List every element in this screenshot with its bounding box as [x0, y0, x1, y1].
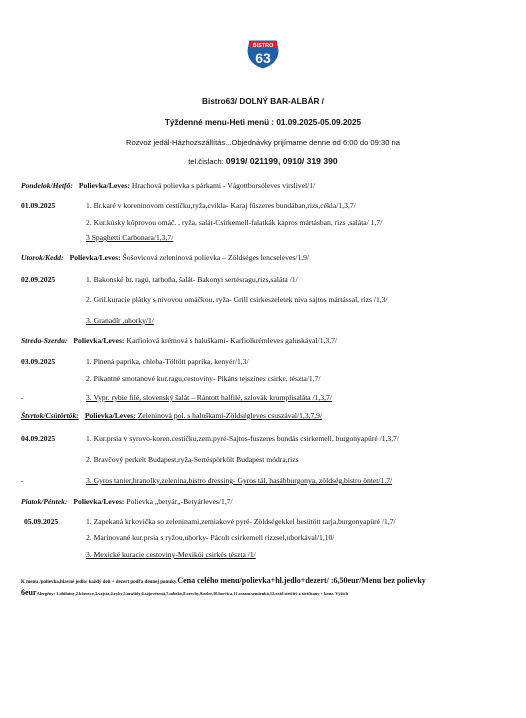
soup-text: Šošovicová zeleninová polievka – Zöldséges lencseleves/1,9/ — [122, 253, 309, 262]
soup-label: Polievka/Leves: — [84, 411, 136, 420]
day-header-tuesday — [21, 253, 309, 263]
menu-item: 1. Kur.prsia v syrovo-koren.cestíčku,zem.pyré-Sajtos-fuszeres bundás csirkemell, burgonyapüré /1,3,7/ — [86, 434, 400, 443]
soup-text: Hrachová polievka s párkami - Vágottborsóleves virslivel/1/ — [131, 181, 316, 190]
soup-label: Polievka/Leves: — [73, 497, 125, 506]
footer-price2: 6eur — [21, 588, 37, 597]
logo-text: BISTRO — [252, 43, 274, 49]
day-header-monday — [21, 181, 315, 191]
soup-text: Polievka „betyár„-Betyárleves/1,7/ — [126, 497, 233, 506]
menu-item: 1. Bakonské br. ragú, tarhoňa, šalát- Bakonyi sertésragu,rizs,saláta /1/ — [86, 275, 298, 284]
day-name: Utorok/Kedd: — [21, 253, 64, 262]
date-tuesday: 02.09.2025 — [21, 275, 56, 284]
menu-item: 3. Granadír ,uhorky/1/ — [86, 316, 154, 325]
footer-allergen-line — [21, 582, 348, 600]
bullet-mark: - — [21, 393, 24, 402]
menu-item: 2. Bravčový perkelt Budapest,ryža-Sertéspörkölt Budapest módra,rizs — [86, 455, 299, 464]
logo-number: 63 — [255, 50, 271, 66]
soup-label: Polievka/Leves: — [69, 253, 121, 262]
phone-numbers: 0919/ 021199, 0910/ 319 390 — [225, 156, 338, 166]
date-thursday: 04.09.2025 — [21, 434, 56, 443]
menu-item: 2. Marinované kur.prsia s ryžou,uhorky- Pácolt csirkemell rizzsel,uborkával/1,10/ — [86, 533, 335, 542]
footer-price-suffix: /Menu bez polievky — [359, 576, 426, 585]
footer-price-text: Cena celého menu/polievka+hl.jedlo+dezert/ : — [177, 576, 334, 585]
header-info: Rozvoz jedál-Házhozszállítás...Objednávky prijímame denne od 6:00 do 09:30 na — [126, 138, 400, 147]
menu-item: 3. Vypr. rybie filé, slovenský šalát – Rántott halfilé, szlovák krumplisaláta /1,3,7/ — [86, 393, 332, 402]
menu-item: 2. Kur.kúsky kôprovou omáč. , ryža, salát-Csirkemell-falatkák kapros mártásban, rizs ,saláta/ 1,7/ — [86, 218, 383, 227]
footer-allergens: Alergény: 1.obilniny,2.kôrovce,3.vajcia,4.ryby,5.arašidy,6.sójovézrná,7.mlieko,8.orechy,9.zeler,10.horčica,11.sezam.semienká,12.oxid siričitý a siričitany + konz. Výšich — [36, 591, 348, 596]
menu-item: 3. Gyros tanier,hranolky,zelenina,bistro dressing- Gyros tál, hasábburgonya, zöldség,bistro öntet/1,7/ — [86, 476, 393, 485]
day-name: Štvrtok/Csütörtök: — [21, 411, 79, 420]
menu-item: 1. Zapekaná krkovička so zeleninami,zemiakové pyré- Zöldségekkel besütött tarja,burgonyapüré /1,7/ — [86, 517, 396, 526]
day-header-friday — [21, 497, 233, 507]
soup-text: Karfiolová krémová s haluškami- Karfiolkrémleves galuskával/1,3,7/ — [126, 336, 338, 345]
menu-item: 3. Mexické kuracie cestoviny-Mexikói csirkés tészta /1/ — [86, 550, 256, 559]
soup-label: Polievka/Leves: — [78, 181, 130, 190]
soup-text: Zeleninová pol. s haluškami-Zöldségleves csuszával/1,3,7,9/ — [137, 411, 323, 420]
bullet-mark: - — [21, 476, 24, 485]
menu-item: 1. Plnená paprika, chleba-Töltött paprika, kenyér/1,3/ — [86, 357, 249, 366]
menu-item: 2. Gril.kuracie plátky s nivovou omáčkou, ryža- Grill csirkeszeletek niva sajtos mártással, rizs /1,3/ — [86, 295, 388, 304]
day-name: Pondelok/Hetfő: — [21, 181, 73, 190]
header-subtitle: Týždenné menu-Heti menü : 01.09.2025-05.09.2025 — [164, 118, 362, 127]
soup-label: Polievka/Leves: — [73, 336, 125, 345]
date-friday: 05.09.2025 — [24, 517, 59, 526]
day-name: Piatok/Péntek: — [21, 497, 68, 506]
day-name: Streda-Szerda: — [21, 336, 68, 345]
phone-label: tel.čislach: — [188, 157, 226, 166]
menu-item: 2. Pikantné smotanové kur.ragu,cestoviny- Pikáns tejszínes csirke, tészta/1,7/ — [86, 374, 321, 383]
header-title: Bistro63/ DOLNÝ BAR-ALBÁR / — [202, 97, 324, 106]
header-phone — [0, 156, 526, 166]
day-header-wednesday — [21, 336, 337, 346]
menu-item: 1. Br.karé v koreninovom cestíčku,ryža,cvikla- Karaj fűszeres bundában,rizs,cékla/1,3,7/ — [86, 201, 356, 210]
day-header-thursday — [21, 411, 322, 421]
menu-item: 3 Spaghetti Carbonara/1,3,7/ — [86, 233, 174, 242]
footer-price: 6,50eur — [333, 576, 360, 585]
date-wednesday: 03.09.2025 — [21, 357, 56, 366]
date-monday: 01.09.2025 — [21, 201, 56, 210]
bistro63-logo — [246, 38, 280, 70]
footer-note: K menu /polievka,hlavné jedlo/ každý deň + dezert podľa dennej ponuky. — [21, 580, 178, 585]
